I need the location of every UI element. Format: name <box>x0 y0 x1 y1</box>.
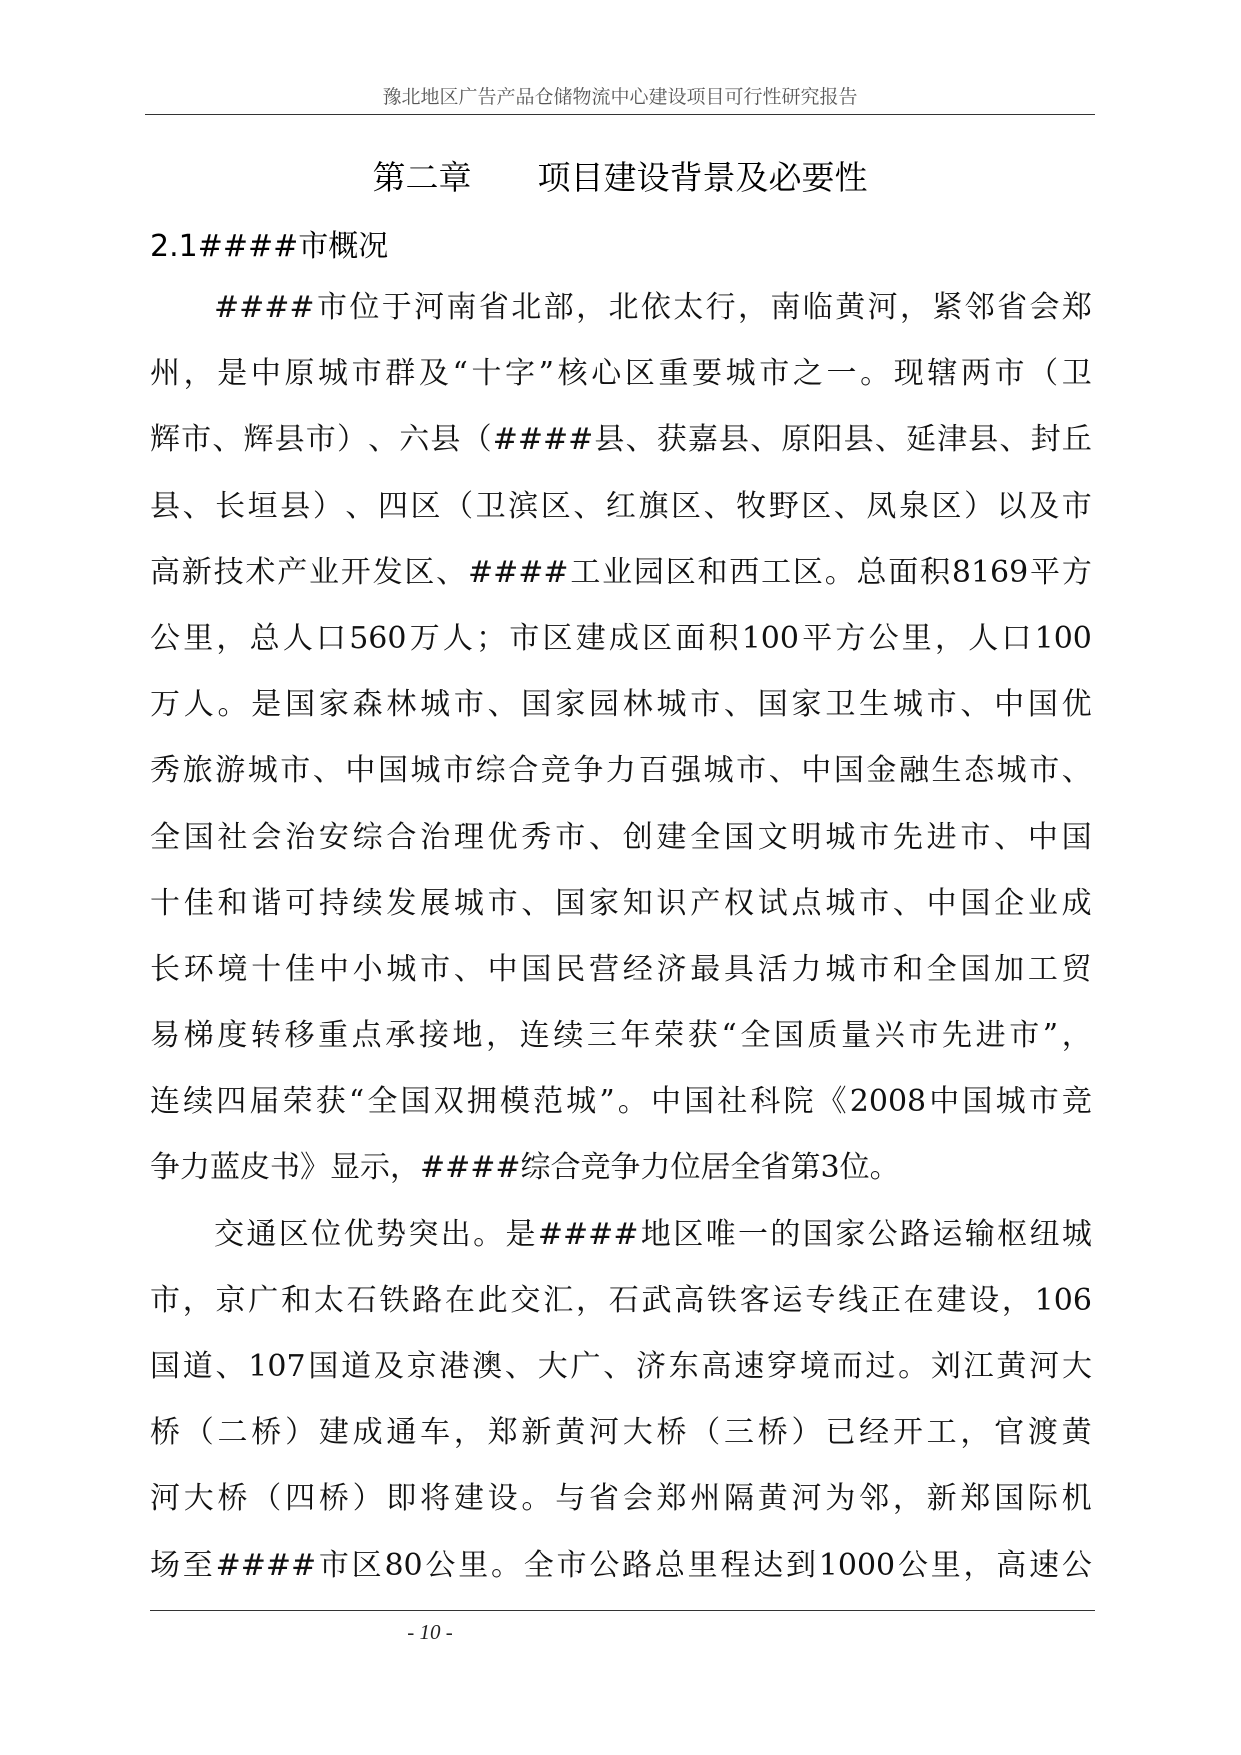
paragraph <box>150 286 1092 1213</box>
text-line: 市 ， 京 广 和 太 石 铁 路 在 此 交 汇 ， 石 武 高 铁 客 运 专 线 正 在 建 设 ， 106 <box>150 1282 1092 1318</box>
text-line: 连 续 四 届 荣 获 “ 全 国 双 拥 模 范 城 ” 。 中 国 社 科 院 《 2008 中 国 城 市 竞 <box>150 1084 1092 1120</box>
text-line: 高 新 技 术 产 业 开 发 区 、 #### 工 业 园 区 和 西 工 区 。 总 面 积 8169 平 方 <box>150 554 1092 590</box>
body-text <box>150 286 1092 1610</box>
text-line: 交 通 区 位 优 势 突 出 。 是 #### 地 区 唯 一 的 国 家 公 路 运 输 枢 纽 城 <box>214 1216 1092 1252</box>
section-heading: 2.1####市概况 <box>150 229 389 264</box>
text-line: 公 里 ， 总 人 口 560 万 人 ； 市 区 建 成 区 面 积 100 平 方 公 里 ， 人 口 100 <box>150 620 1092 656</box>
text-line: 场 至 #### 市 区 80 公 里 。 全 市 公 路 总 里 程 达 到 1000 公 里 ， 高 速 公 <box>150 1547 1092 1583</box>
text-line: 争 力 蓝 皮 书 》 显 示 ， #### 综 合 竞 争 力 位 居 全 省 第 3 位 。 <box>150 1150 900 1186</box>
text-line: 长 环 境 十 佳 中 小 城 市 、 中 国 民 营 经 济 最 具 活 力 城 市 和 全 国 加 工 贸 <box>150 951 1092 987</box>
page-number: - 10 - <box>407 1620 453 1644</box>
footer-divider <box>150 1610 1095 1611</box>
text-line: 辉 市 、 辉 县 市 ） 、 六 县 （ #### 县 、 获 嘉 县 、 原 阳 县 、 延 津 县 、 封 丘 <box>150 422 1092 458</box>
text-line: 桥 （ 二 桥 ） 建 成 通 车 ， 郑 新 黄 河 大 桥 （ 三 桥 ） 已 经 开 工 ， 官 渡 黄 <box>150 1415 1092 1451</box>
paragraph <box>150 1213 1092 1610</box>
text-line: 河 大 桥 （ 四 桥 ） 即 将 建 设 。 与 省 会 郑 州 隔 黄 河 为 邻 ， 新 郑 国 际 机 <box>150 1481 1092 1517</box>
text-line: 十 佳 和 谐 可 持 续 发 展 城 市 、 国 家 知 识 产 权 试 点 城 市 、 中 国 企 业 成 <box>150 885 1092 921</box>
text-line: 国 道 、 107 国 道 及 京 港 澳 、 大 广 、 济 东 高 速 穿 境 而 过 。 刘 江 黄 河 大 <box>150 1349 1092 1384</box>
text-line: 秀 旅 游 城 市 、 中 国 城 市 综 合 竞 争 力 百 强 城 市 、 中 国 金 融 生 态 城 市 、 <box>150 753 1092 789</box>
chapter-title: 第二章 项目建设背景及必要性 <box>372 158 868 197</box>
text-line: 万 人 。 是 国 家 森 林 城 市 、 国 家 园 林 城 市 、 国 家 卫 生 城 市 、 中 国 优 <box>150 687 1092 723</box>
text-line: 州 ， 是 中 原 城 市 群 及 “ 十 字 ” 核 心 区 重 要 城 市 之 一 。 现 辖 两 市 （ 卫 <box>150 356 1092 392</box>
text-line: 全 国 社 会 治 安 综 合 治 理 优 秀 市 、 创 建 全 国 文 明 城 市 先 进 市 、 中 国 <box>150 819 1092 855</box>
running-header: 豫北地区广告产品仓储物流中心建设项目可行性研究报告 <box>382 86 858 108</box>
text-line: 易 梯 度 转 移 重 点 承 接 地 ， 连 续 三 年 荣 获 “ 全 国 质 量 兴 市 先 进 市 ” ， <box>150 1018 1092 1054</box>
text-line: 县 、 长 垣 县 ） 、 四 区 （ 卫 滨 区 、 红 旗 区 、 牧 野 区 、 凤 泉 区 ） 以 及 市 <box>150 488 1092 524</box>
header-divider <box>145 114 1095 115</box>
text-line: #### 市 位 于 河 南 省 北 部 ， 北 依 太 行 ， 南 临 黄 河 ， 紧 邻 省 会 郑 <box>214 290 1092 325</box>
